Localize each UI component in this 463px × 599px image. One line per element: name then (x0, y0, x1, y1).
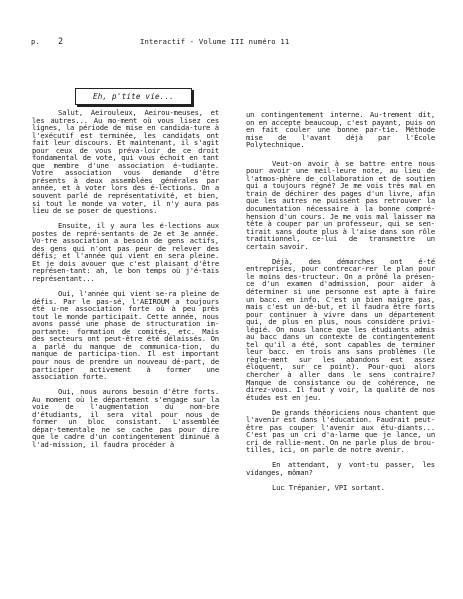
page-label: p. (31, 37, 41, 46)
paragraph: En attendant, y vont-tu passer, les vidanges, môman? (246, 460, 435, 478)
left-column (32, 109, 219, 456)
paragraph: Oui, l'année qui vient se-ra pleine de défis. Par le pas-sé, l'AEIROUM a toujours été u-ne association forte où à peu près tout le monde participait. Cette année, nous avons passé une phase de structuration im-portante: formation de comités, etc. Mais des secteurs ont peut-être été délaissés. On a parlé du manque de communica-tion, du manque de participa-tion. Il est important pour nous de prendre un nouveau dé-part, de participer activement à former une association forte. (32, 289, 219, 382)
page-header (0, 37, 463, 49)
page-number: 2 (58, 36, 64, 46)
paragraph: Oui, nous aurons besoin d'être forts. Au moment où le département s'engage sur la voie de l'augmentation du nom-bre d'étudiants, il sera vital pour nous de former un bloc consistant. L'assemblée dépar-tementale ne se cache pas pour dire que le cadre d'un contingentement diminué à l'ad-mission, il faudra procéder à (32, 387, 219, 449)
author-signature: Luc Trépanier, VPI sortant. (272, 483, 385, 493)
paragraph: Veut-on avoir à se battre entre nous pour avoir une meil-leure note, au lieu de l'atmos-phère de collaboration et de soutien qui a toujours régné? Je me vois très mal en train de déchirer des pages d'un livre, afin que les autres ne puissent pas retrouver la documentation nécessaire à la bonne compré-hension d'un cours. Je me vois mal laisser ma tête à couper par un professeur, qui se sen-tirait sans doute plus à l'aise dans son rôle traditionnel, ce-lui de transmettre un certain savoir. (246, 158, 435, 251)
paragraph: Ensuite, il y aura les é-lections aux postes de repré-sentants de 2e et 3e année. Vo-tre association a besoin de gens actifs, des gens qui n'ont pas peur de relever des défis; et l'année qui vient en sera pleine. Et je dois avouer que c'est plaisant d'être représen-tant: ah, le bon temps où j'é-tais représentant... (32, 221, 219, 283)
paragraph: un contingentement interne. Au-trement dit, on en accepte beaucoup, c'est payant, puis on en fait couler une bonne par-tie. Méthode mise de l'avant déjà par l'École Polytechnique. (246, 110, 435, 150)
paragraph: De grands théoriciens nous chantent que l'avenir est dans l'éducation. Faudrait peut-être pas couper l'avenir aux étu-diants... C'est pas un cri d'a-larme que je lance, un cri de rallie-ment. On ne parle plus de brou-tilles, ici, on parle de notre avenir. (246, 407, 435, 455)
publication-title: Interactif - Volume III numéro 11 (140, 37, 290, 46)
paragraph: Déjà, des démarches ont é-té entreprises, pour contrecar-rer le plan pour le moins des-tructeur. On a prôné la présen-ce d'un examen d'admission, pour aider à déterminer si une personne est apte à faire un bacc. en info. C'est un bien maigre pas, mais c'est un dé-but, et il faudra être forts pour continuer à vivre dans un département qui, de plus en plus, nous considère privi-légié. On nous lance que les étudiants admis au bacc dans un contexte de contingentement tel qu'il a été, sont capables de terminer leur bacc. en trois ans sans problèmes (le règle-ment sur les abandons est assez éloquent, sur ce point). Pour-quoi alors chercher à aller dans le sens contraire? Manque de consistance ou de cohérence, ne direz-vous. Il faut y voir, la qualité de nos études est en jeu. (246, 256, 435, 402)
paragraph: Salut, Aeirouleux, Aeirou-meuses, et les autres... Au mo-ment où vous lisez ces lignes, la période de mise en candida-ture à l'exécutif est terminée, les candidats ont fait leur discours. Et maintenant, il s'agit pour ceux de vous préva-loir de ce droit fondamental de vote, qui vous échoit en tant que membre d'une association é-tudiante. Votre association vous demande d'être présents à deux assemblées générales par année, et à voter lors des é-lections. On a souvent parlé de représentativité, et bien, si tout le monde va voter, il n'y aura pas lieu de se poser de questions. (32, 108, 219, 216)
right-column (246, 111, 435, 499)
article-title: Eh, p'tite vie... (92, 92, 175, 101)
article-title-box (75, 88, 192, 105)
